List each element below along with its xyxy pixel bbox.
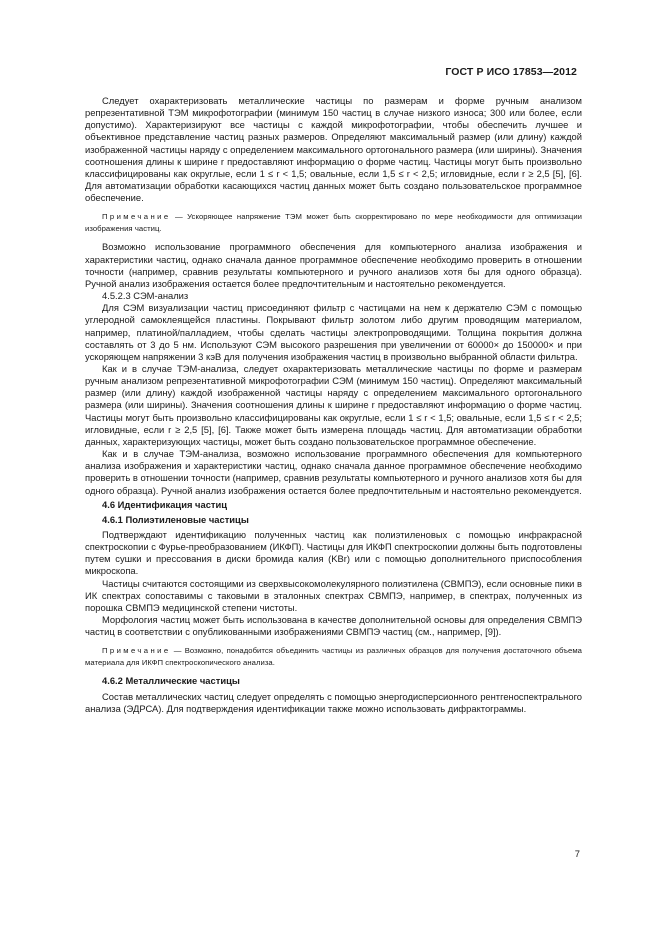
- paragraph-ftir: Подтверждают идентификацию полученных частиц как полиэтиленовых с помощью инфракрасной спектроскопии с Фурье-преобразованием (ИКФП). Частицы для ИКФП спектроскопии должны быть подготовлены путем сушки и прессования в диски бромида калия (KBr) или с помощью дополнительного приспособления микроскопа.: [85, 529, 582, 577]
- paragraph-morphology: Морфология частиц может быть использована в качестве дополнительной основы для определения СВМПЭ частиц в соответствии с опубликованными изображениями СВМПЭ частиц (см., например, [9]).: [85, 614, 582, 638]
- paragraph-uhmwpe: Частицы считаются состоящими из сверхвысокомолекулярного полиэтилена (СВМПЭ), если основные пики в ИК спектрах сопоставимы с таковыми в эталонных спектрах СВМПЭ, например, в спектрах, полученных из порошка СВМПЭ медицинской степени чистоты.: [85, 577, 582, 613]
- paragraph-tem-characterization: Следует охарактеризовать металлические частицы по размерам и форме ручным анализом репрезентативной ТЭМ микрофотографии (минимум 150 частиц в случае низкого износа; 300 или более, если допустимо). Характеризируют все частицы с каждой микрофотографии, чтобы обеспечить лучшее и объективное представление частиц разных размеров. Определяют максимальный размер (или длину) каждой изображенной частицы наряду с определением максимального ортогонального размера (или ширины). Значения соотношения длины к ширине r предоставляют информацию о форме частиц. Частицы могут быть произвольно классифицированы как округлые, если 1 ≤ r < 1,5; овальные, если 1,5 ≤ r < 2,5; игловидные, если r ≥ 2,5 [5], [6]. Для автоматизации обработки касающихся частиц данных может быть создано пользовательское программное обеспечение.: [85, 95, 582, 204]
- note-text: — Ускоряющее напряжение ТЭМ может быть скорректировано по мере необходимости для оптимизации изображения частиц.: [85, 212, 583, 233]
- note-label: Примечание: [102, 646, 171, 656]
- standard-header: ГОСТ Р ИСО 17853—2012: [445, 66, 577, 78]
- paragraph-sem-preparation: Для СЭМ визуализации частиц присоединяют фильтр с частицами на нем к держателю СЭМ с помощью углеродной самоклеящейся пластины. Покрывают фильтр золотом либо другим проводящим материалом, например, платиной/палладием, чтобы сделать частицы электропроводящими. Толщина покрытия должна составлять от 3 до 5 нм. Используют СЭМ высокого разрешения при увеличении от 60000× до 150000× и при ускоряющем напряжении 3 кэВ для получения изображения частиц в произвольно выбранной области фильтра.: [85, 302, 582, 362]
- paragraph-edx: Состав металлических частиц следует определять с помощью энергодисперсионного рентгеноспектрального анализа (ЭДРСА). Для подтверждения идентификации также можно использовать дифрактограммы.: [85, 690, 582, 714]
- section-heading-4523: 4.5.2.3 СЭМ-анализ: [102, 290, 189, 302]
- note-label: Примечание: [102, 212, 171, 222]
- section-heading-461: 4.6.1 Полиэтиленовые частицы: [102, 513, 249, 525]
- paragraph-sem-characterization: Как и в случае ТЭМ-анализа, следует охарактеризовать металлические частицы по форме и размерам ручным анализом репрезентативной микрофотографии СЭМ (минимум 150 частиц). Определяют максимальный размер (или длину) каждой изображенной частицы наряду с определением максимального ортогонального размера (или ширины). Значения соотношения длины к ширине r предоставляют информацию о форме частиц. Частицы могут быть произвольно классифицированы как округлые, если 1 ≤ r < 1,5; овальные, если 1,5 ≤ r < 2,5; игловидные, если r ≥ 2,5 [5], [6]. Также может быть измерена площадь частиц. Для автоматизации обработки данных, характеризующих частицы, может быть создано пользовательское программное обеспечение.: [85, 362, 582, 447]
- paragraph-software-sem: Как и в случае ТЭМ-анализа, возможно использование программного обеспечения для компьютерного анализа изображения и характеристики частиц, однако сначала данное программное обеспечение необходимо проверить в отношении точности (например, сравнив результаты компьютерного и ручного анализов хотя бы для одного образца). Ручной анализ изображения остается более предпочтительным и настоятельно рекомендуется.: [85, 448, 582, 496]
- section-heading-46: 4.6 Идентификация частиц: [102, 498, 228, 510]
- note-tem-voltage: [85, 211, 582, 234]
- page-number: 7: [574, 848, 580, 859]
- note-text: — Возможно, понадобится объединить частицы из различных образцов для получения достаточного объема материала для ИКФП спектроскопического анализа.: [85, 646, 583, 667]
- section-heading-462: 4.6.2 Металлические частицы: [102, 675, 240, 687]
- paragraph-software-tem: Возможно использование программного обеспечения для компьютерного анализа изображения и характеристики частиц, однако сначала данное программное обеспечение необходимо проверить в отношении точности (например, сравнив результаты компьютерного и ручного анализов хотя бы для одного образца). Ручной анализ изображения остается более предпочтительным и настоятельно рекомендуется.: [85, 241, 582, 289]
- note-combine-samples: [85, 645, 582, 668]
- document-body: [85, 95, 582, 715]
